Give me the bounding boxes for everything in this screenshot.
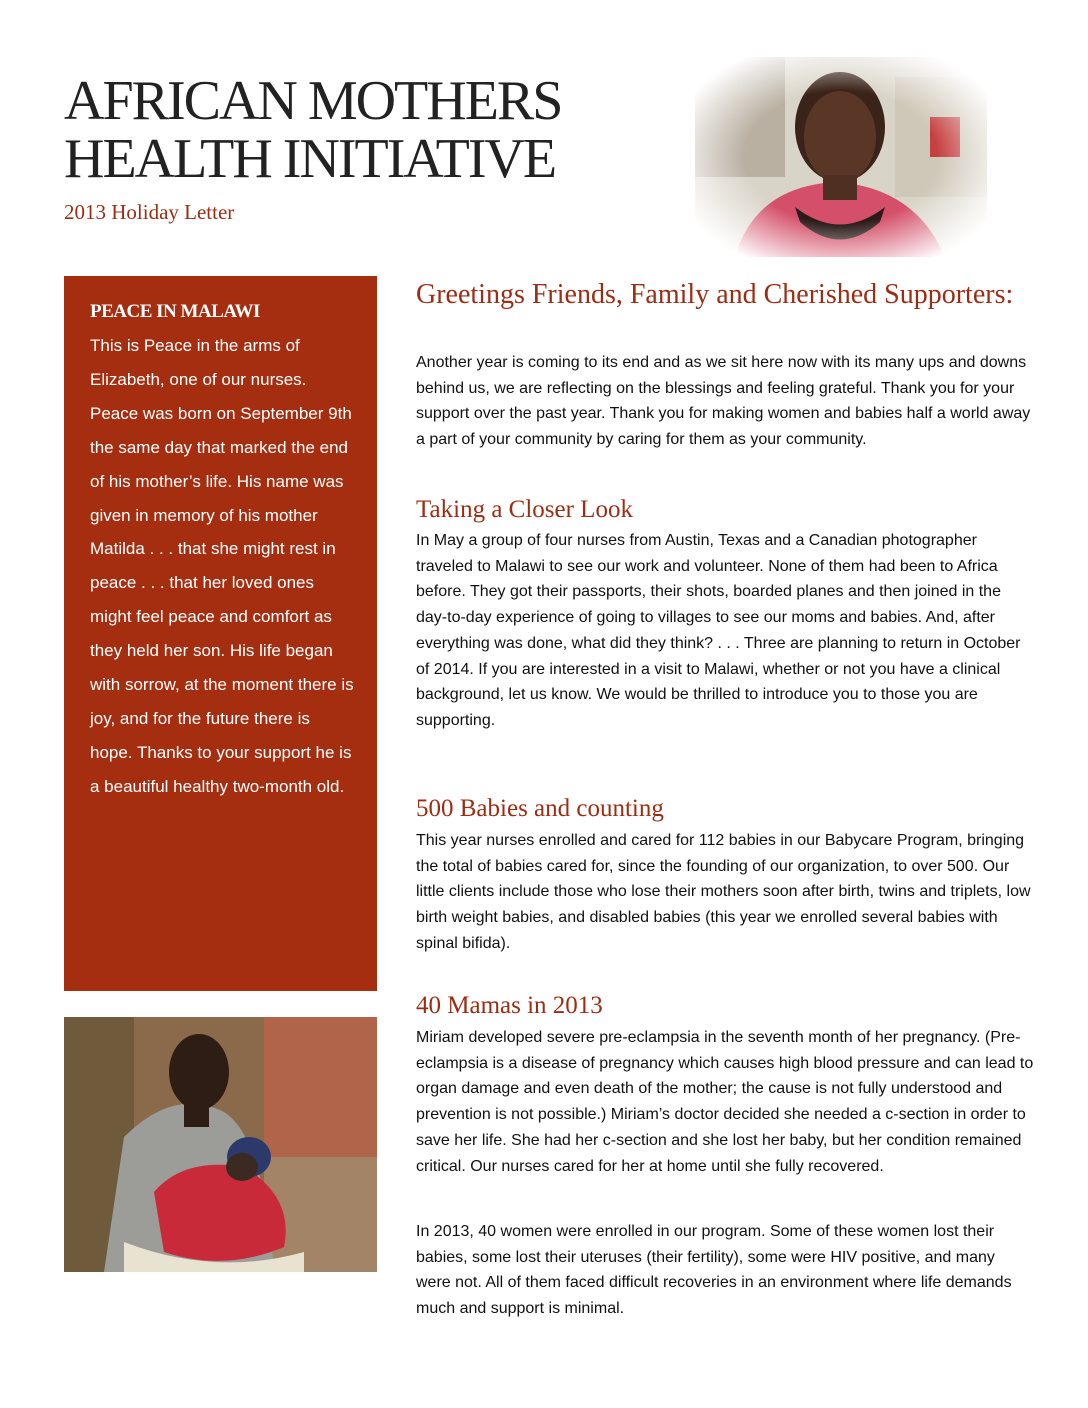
page-title	[64, 72, 664, 188]
mamas-body-1: Miriam developed severe pre-eclampsia in the seventh month of her pregnancy. (Pre-eclampsia is a disease of pregnancy which causes high blood pressure and can lead to organ damage and even death of the mother; the cause is not fully understood and prevention is not possible.) Miriam’s doctor decided she needed a c-section in order to save her life. She had her c-section and she lost her baby, but her condition remained critical. Our nurses cared for her at home until she fully recovered.	[416, 1029, 1034, 1175]
closer-look-heading: Taking a Closer Look	[416, 496, 633, 523]
mamas-heading: 40 Mamas in 2013	[416, 992, 603, 1019]
page-subtitle: 2013 Holiday Letter	[64, 200, 235, 224]
babies-heading: 500 Babies and counting	[416, 795, 664, 822]
greeting-body: Another year is coming to its end and as we sit here now with its many ups and downs behind us, we are reflecting on the blessings and feeling grateful. Thank you for your support over the past year. Thank you for making women and babies half a world away a part of your community by caring for them as your community.	[416, 354, 1031, 449]
peace-in-malawi-sidebar	[64, 276, 377, 991]
mamas-body-2: In 2013, 40 women were enrolled in our program. Some of these women lost their babies, some lost their uteruses (their fertility), some were HIV positive, and many were not. All of them faced difficult recoveries in an environment where life demands much and support is minimal.	[416, 1223, 1012, 1318]
sidebar-body: This is Peace in the arms of Elizabeth, one of our nurses. Peace was born on September 9th the same day that marked the end of his mother’s life. His name was given in memory of his mother Matilda . . . that she might rest in peace . . . that her loved ones might feel peace and comfort as they held her son. His life began with sorrow, at the moment there is joy, and for the future there is hope. Thanks to your support he is a beautiful healthy two-month old.	[90, 336, 354, 796]
title-line-2: HEALTH INITIATIVE	[64, 128, 556, 190]
sidebar-title: PEACE IN MALAWI	[90, 301, 260, 322]
nurse-holding-baby-photo	[64, 1017, 377, 1272]
closer-look-body: In May a group of four nurses from Austin, Texas and a Canadian photographer traveled to Malawi to see our work and volunteer. None of them had been to Africa before. They got their passports, their shots, boarded planes and then joined in the day-to-day experience of going to villages to see our moms and babies. And, after everything was done, what did they think? . . . Three are planning to return in October of 2014. If you are interested in a visit to Malawi, whether or not you have a clinical background, let us know. We would be thrilled to introduce you to those you are supporting.	[416, 532, 1021, 729]
greeting-section	[416, 278, 1036, 315]
babies-body: This year nurses enrolled and cared for 112 babies in our Babycare Program, bringing the total of babies cared for, since the founding of our organization, to over 500. Our little clients include those who lose their mothers soon after birth, twins and triplets, low birth weight babies, and disabled babies (this year we enrolled several babies with spinal bifida).	[416, 832, 1031, 952]
title-line-1: AFRICAN MOTHERS	[64, 70, 562, 132]
greeting-heading: Greetings Friends, Family and Cherished Supporters:	[416, 279, 1014, 310]
woman-portrait-photo	[695, 57, 987, 257]
